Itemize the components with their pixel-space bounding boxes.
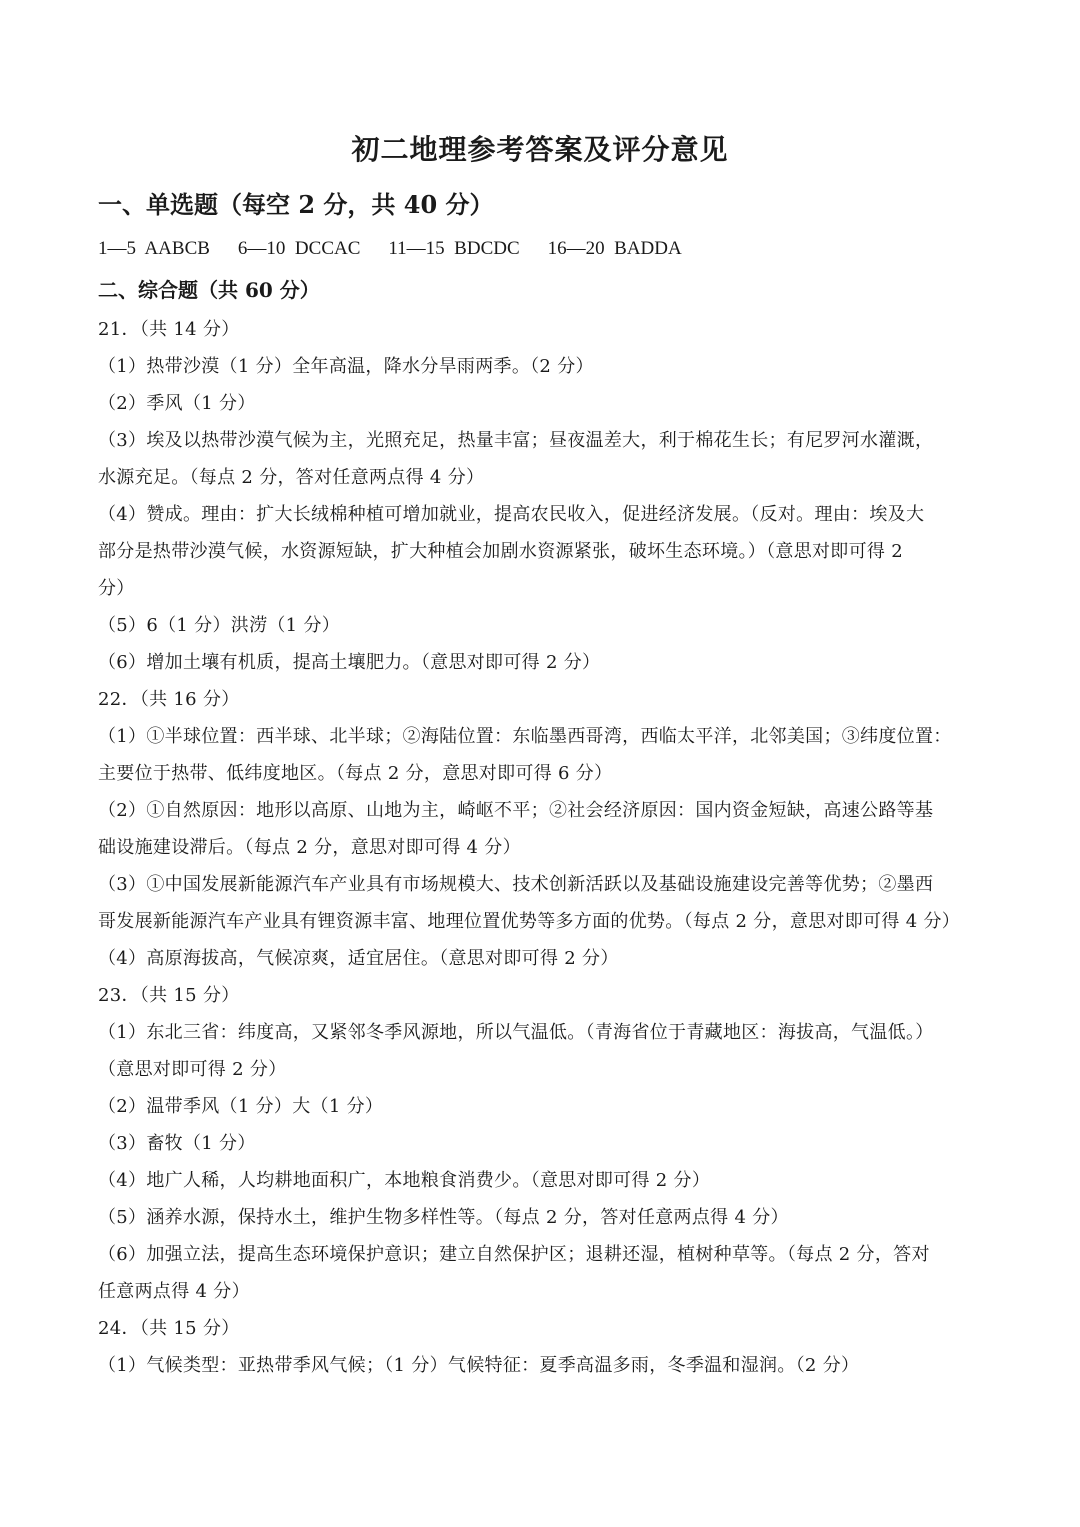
answer-group: 1—5 AABCB <box>98 238 210 259</box>
answer-line: （意思对即可得 2 分） <box>98 1059 287 1080</box>
answer-line: （2）季风（1 分） <box>98 393 256 414</box>
answer-line: （5）涵养水源，保持水土，维护生物多样性等。（每点 2 分，答对任意两点得 4 分） <box>98 1207 789 1228</box>
answer-group: 16—20 BADDA <box>547 238 682 259</box>
answer-line: （3）埃及以热带沙漠气候为主，光照充足，热量丰富；昼夜温差大，利于棉花生长；有尼罗河水灌溉， <box>98 430 934 451</box>
answer-group: 6—10 DCCAC <box>237 238 361 259</box>
question-heading: 21．（共 14 分） <box>98 319 240 340</box>
question-heading: 22．（共 16 分） <box>98 689 240 710</box>
answer-line: （4）赞成。理由：扩大长绒棉种植可增加就业，提高农民收入，促进经济发展。（反对。理由：埃及大 <box>98 504 925 525</box>
question-heading: 23．（共 15 分） <box>98 985 240 1006</box>
answer-line: 础设施建设滞后。（每点 2 分，意思对即可得 4 分） <box>98 837 521 858</box>
answer-line: 哥发展新能源汽车产业具有锂资源丰富、地理位置优势等多方面的优势。（每点 2 分，意思对即可得 4 分） <box>98 911 961 932</box>
answer-line: （1）①半球位置：西半球、北半球；②海陆位置：东临墨西哥湾，西临太平洋，北邻美国；③纬度位置： <box>98 726 952 747</box>
answer-line: 分） <box>98 578 135 599</box>
section-heading-single-choice: 一、单选题（每空 2 分，共 40 分） <box>98 190 494 219</box>
answer-line: （6）增加土壤有机质，提高土壤肥力。（意思对即可得 2 分） <box>98 652 601 673</box>
answer-line: （5）6（1 分）洪涝（1 分） <box>98 615 341 636</box>
answer-line: （1）东北三省：纬度高，又紧邻冬季风源地，所以气温低。（青海省位于青藏地区：海拔高，气温低。） <box>98 1022 934 1043</box>
answer-group: 11—15 BDCDC <box>388 238 520 259</box>
answer-line: 主要位于热带、低纬度地区。（每点 2 分，意思对即可得 6 分） <box>98 763 613 784</box>
document-body <box>98 183 984 1384</box>
answer-line: （4）高原海拔高，气候凉爽，适宜居住。（意思对即可得 2 分） <box>98 948 619 969</box>
answer-line: （1）气候类型：亚热带季风气候；（1 分）气候特征：夏季高温多雨，冬季温和湿润。（2 分） <box>98 1355 860 1376</box>
single-choice-answers <box>98 227 984 271</box>
section-heading-comprehensive: 二、综合题（共 60 分） <box>98 278 320 302</box>
answer-line: 水源充足。（每点 2 分，答对任意两点得 4 分） <box>98 467 485 488</box>
answer-line: （2）①自然原因：地形以高原、山地为主，崎岖不平；②社会经济原因：国内资金短缺，高速公路等基 <box>98 800 934 821</box>
answer-line: 任意两点得 4 分） <box>98 1281 250 1302</box>
answer-line: （2）温带季风（1 分）大（1 分） <box>98 1096 384 1117</box>
page-title: 初二地理参考答案及评分意见 <box>351 133 729 166</box>
answer-line: （1）热带沙漠（1 分）全年高温，降水分旱雨两季。（2 分） <box>98 356 594 377</box>
answer-line: （3）畜牧（1 分） <box>98 1133 256 1154</box>
answer-line: （4）地广人稀，人均耕地面积广，本地粮食消费少。（意思对即可得 2 分） <box>98 1170 711 1191</box>
answer-line: 部分是热带沙漠气候，水资源短缺，扩大种植会加剧水资源紧张，破坏生态环境。）（意思对即可得 2 <box>98 541 903 562</box>
question-heading: 24．（共 15 分） <box>98 1318 240 1339</box>
answer-line: （6）加强立法，提高生态环境保护意识；建立自然保护区；退耕还湿，植树种草等。（每点 2 分，答对 <box>98 1244 930 1265</box>
answer-line: （3）①中国发展新能源汽车产业具有市场规模大、技术创新活跃以及基础设施建设完善等优势；②墨西 <box>98 874 934 895</box>
